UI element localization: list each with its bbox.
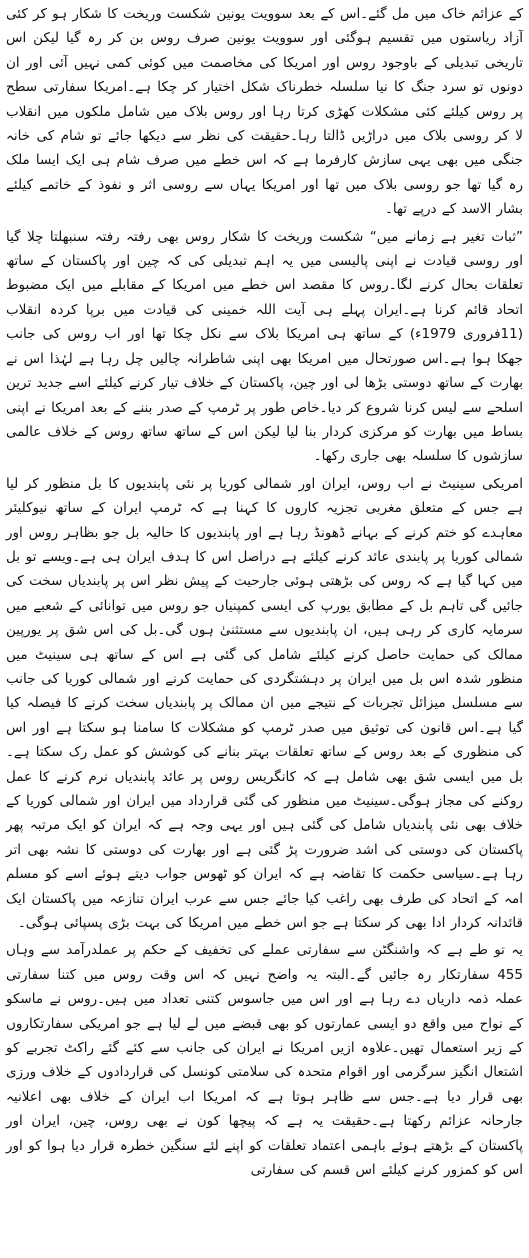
article-paragraph-4: یہ تو طے ہے کہ واشنگٹن سے سفارتی عملے کی تخفیف کے حکم پر عملدرآمد سے وہاں 455 سفارتکار رہ جائیں گے۔البتہ یہ واضح نہیں کہ اس وقت روس میں کتنا سفارتی عملہ ذمہ داریاں دے رہا ہے اور اس میں جاسوس کتنی تعداد میں ہیں۔روس نے ماسکو کے نواح میں واقع دو ایسی عمارتوں کو بھی قبضے میں لے لیا ہے جو امریکی سفارتکاروں کے زیر استعمال تھیں۔علاوہ ازیں امریکا نے ایران کی جانب سے کئے گئے راکٹ تجربے کو اشتعال انگیز سرگرمی اور اقوام متحدہ کی سلامتی کونسل کی قراردادوں کے خلاف ورزی بھی قرار دیا ہے۔جس سے ظاہر ہوتا ہے کہ امریکا اب ایران کے خلاف بھی اعلانیہ جارحانہ عزائم رکھتا ہے۔حقیقت یہ ہے کہ پیچھا کون نے بھی روس، چین، ایران اور پاکستان کے بڑھتے ہوئے باہمی اعتماد تعلقات کو اپنے لئے سنگین خطرہ قرار دیا ہوا کو اور اس کو کمزور کرنے کیلئے اس قسم کی سفارتی (6, 942, 523, 1179)
article-paragraph-2: ”ثبات تغیر ہے زمانے میں“ شکست وریخت کا شکار روس بھی رفتہ رفتہ سنبھلتا چلا گیا اور روسی قیادت نے اپنی پالیسی میں یہ اہم تبدیلی کی کہ چین اور پاکستان کے ساتھ تعلقات بحال کرنے لگا۔روس کا مقصد اس خطے میں امریکا کے مقابلے میں ایک مضبوط اتحاد قائم کرنا ہے۔ایران پہلے ہی آیت اللہ خمینی کی قیادت میں برپا کردہ انقلاب (11فروری 1979ء) کے ساتھ ہی امریکا بلاک سے نکل چکا تھا اور اب روس کی جانب جھکا ہوا ہے۔اس صورتحال میں امریکا بھی اپنی شاطرانہ چالیں چل رہا ہے لہٰذا اس نے بھارت کے ساتھ دوستی بڑھا لی اور چین، پاکستان کے خلاف تیار کرنے کیلئے اسے جدید ترین اسلحے سے لیس کرنا شروع کر دیا۔خاص طور پر ٹرمپ کے صدر بننے کے بعد امریکا نے اپنی بساط میں بھارت کو مرکزی کردار بنا لیا لیکن اس کے ساتھ ساتھ روس کے خلاف عالمی سازشوں کا سلسلہ بھی جاری رکھا۔ (6, 228, 523, 465)
article-paragraph-3: امریکی سینیٹ نے اب روس، ایران اور شمالی کوریا پر نئی پابندیوں کا بل منظور کر لیا ہے جس کے متعلق مغربی تجزیہ کاروں کا کہنا ہے کہ ٹرمپ ایران کے ساتھ نیوکلیئر معاہدے کو ختم کرنے کے بہانے ڈھونڈ رہا ہے اور پابندیوں کا حالیہ بل جو بظاہر روس اور شمالی کوریا پر پابندی عائد کرنے کیلئے ہے دراصل اس کا ہدف ایران ہی ہے۔ویسے تو بل میں کہا گیا ہے کہ روس کی بڑھتی ہوئی جارحیت کے پیش نظر اس پر پابندیاں سخت کی جائیں گی تاہم بل کے مطابق یورپ کی ایسی کمپنیاں جو روس میں توانائی کے شعبے میں سرمایہ کاری کر رہی ہیں، ان پابندیوں سے مستثنیٰ ہوں گی۔بل کی اس شق پر یورپین ممالک کی حمایت حاصل کرنے کیلئے شامل کی گئی ہے اس کے ساتھ ہی سینیٹ میں منظور شدہ اس بل میں ایران پر دہشتگردی کی حمایت کرنے اور شمالی کوریا کی جانب سے مسلسل میزائل تجربات کے نتیجے میں ان ممالک پر پابندیاں سخت کرنے کا فیصلہ کیا گیا ہے۔اس قانون کی توثیق میں صدر ٹرمپ کو مشکلات کا سامنا ہو سکتا ہے اور اس کی منظوری کے بعد روس کے ساتھ تعلقات بہتر بنانے کی کوشش کو عمل رک سکتا ہے۔بل میں ایسی شق بھی شامل ہے کہ کانگریس روس پر عائد پابندیاں نرم کرنے کا عمل روکنے کی مجاز ہوگی۔سینیٹ میں منظور کی گئی قرارداد میں ایران اور شمالی کوریا کے خلاف بھی نئی پابندیاں شامل کی گئی ہیں اور یہی وجہ ہے کہ ایران کو ایک مرتبہ پھر پاکستان کی دوستی کی اشد ضرورت پڑ گئی ہے اور بھارت کی دوستی کا نشہ بھی اتر رہا ہے۔سیاسی حکمت کا تقاضہ ہے کہ ایران کو ٹھوس جواب دیتے ہوئے اسے کو مسلم امہ کے اتحاد کی طرف بھی راغب کیا جائے جس سے عرب ایران تنازعہ میں پاکستان ایک قائدانہ کردار ادا بھی کر سکتا ہے جو اس خطے میں امریکا کی بہت بڑی پسپائی ہوگی۔ (6, 475, 523, 932)
article-paragraph-1: کے عزائم خاک میں مل گئے۔اس کے بعد سوویت یونین شکست وریخت کا شکار ہو کر کئی آزاد ریاستوں میں تقسیم ہوگئی اور سوویت یونین صرف روس بن کر رہ گیا لیکن اس تاریخی تبدیلی کے باوجود روس اور امریکا کی مخاصمت میں کوئی کمی نہیں آئی اور ان دونوں تو سرد جنگ کا نیا سلسلہ خطرناک شکل اختیار کر چکا ہے۔امریکا سفارتی سطح پر روس کیلئے کئی مشکلات کھڑی کرتا رہا اور روس بلاک میں شامل ملکوں میں انقلاب لا کر روسی بلاک میں دراڑیں ڈالتا رہا۔حقیقت کی نظر سے دیکھا جائے تو شام کی خانہ جنگی میں بھی یہی سازش کارفرما ہے کہ اس خطے میں صرف شام ہی ایک ایسا ملک رہ گیا تھا جو روسی بلاک میں تھا اور امریکا یہاں سے روسی اثر و نفوذ کے خاتمے کیلئے بشار الاسد کے درپے تھا۔ (6, 6, 523, 218)
